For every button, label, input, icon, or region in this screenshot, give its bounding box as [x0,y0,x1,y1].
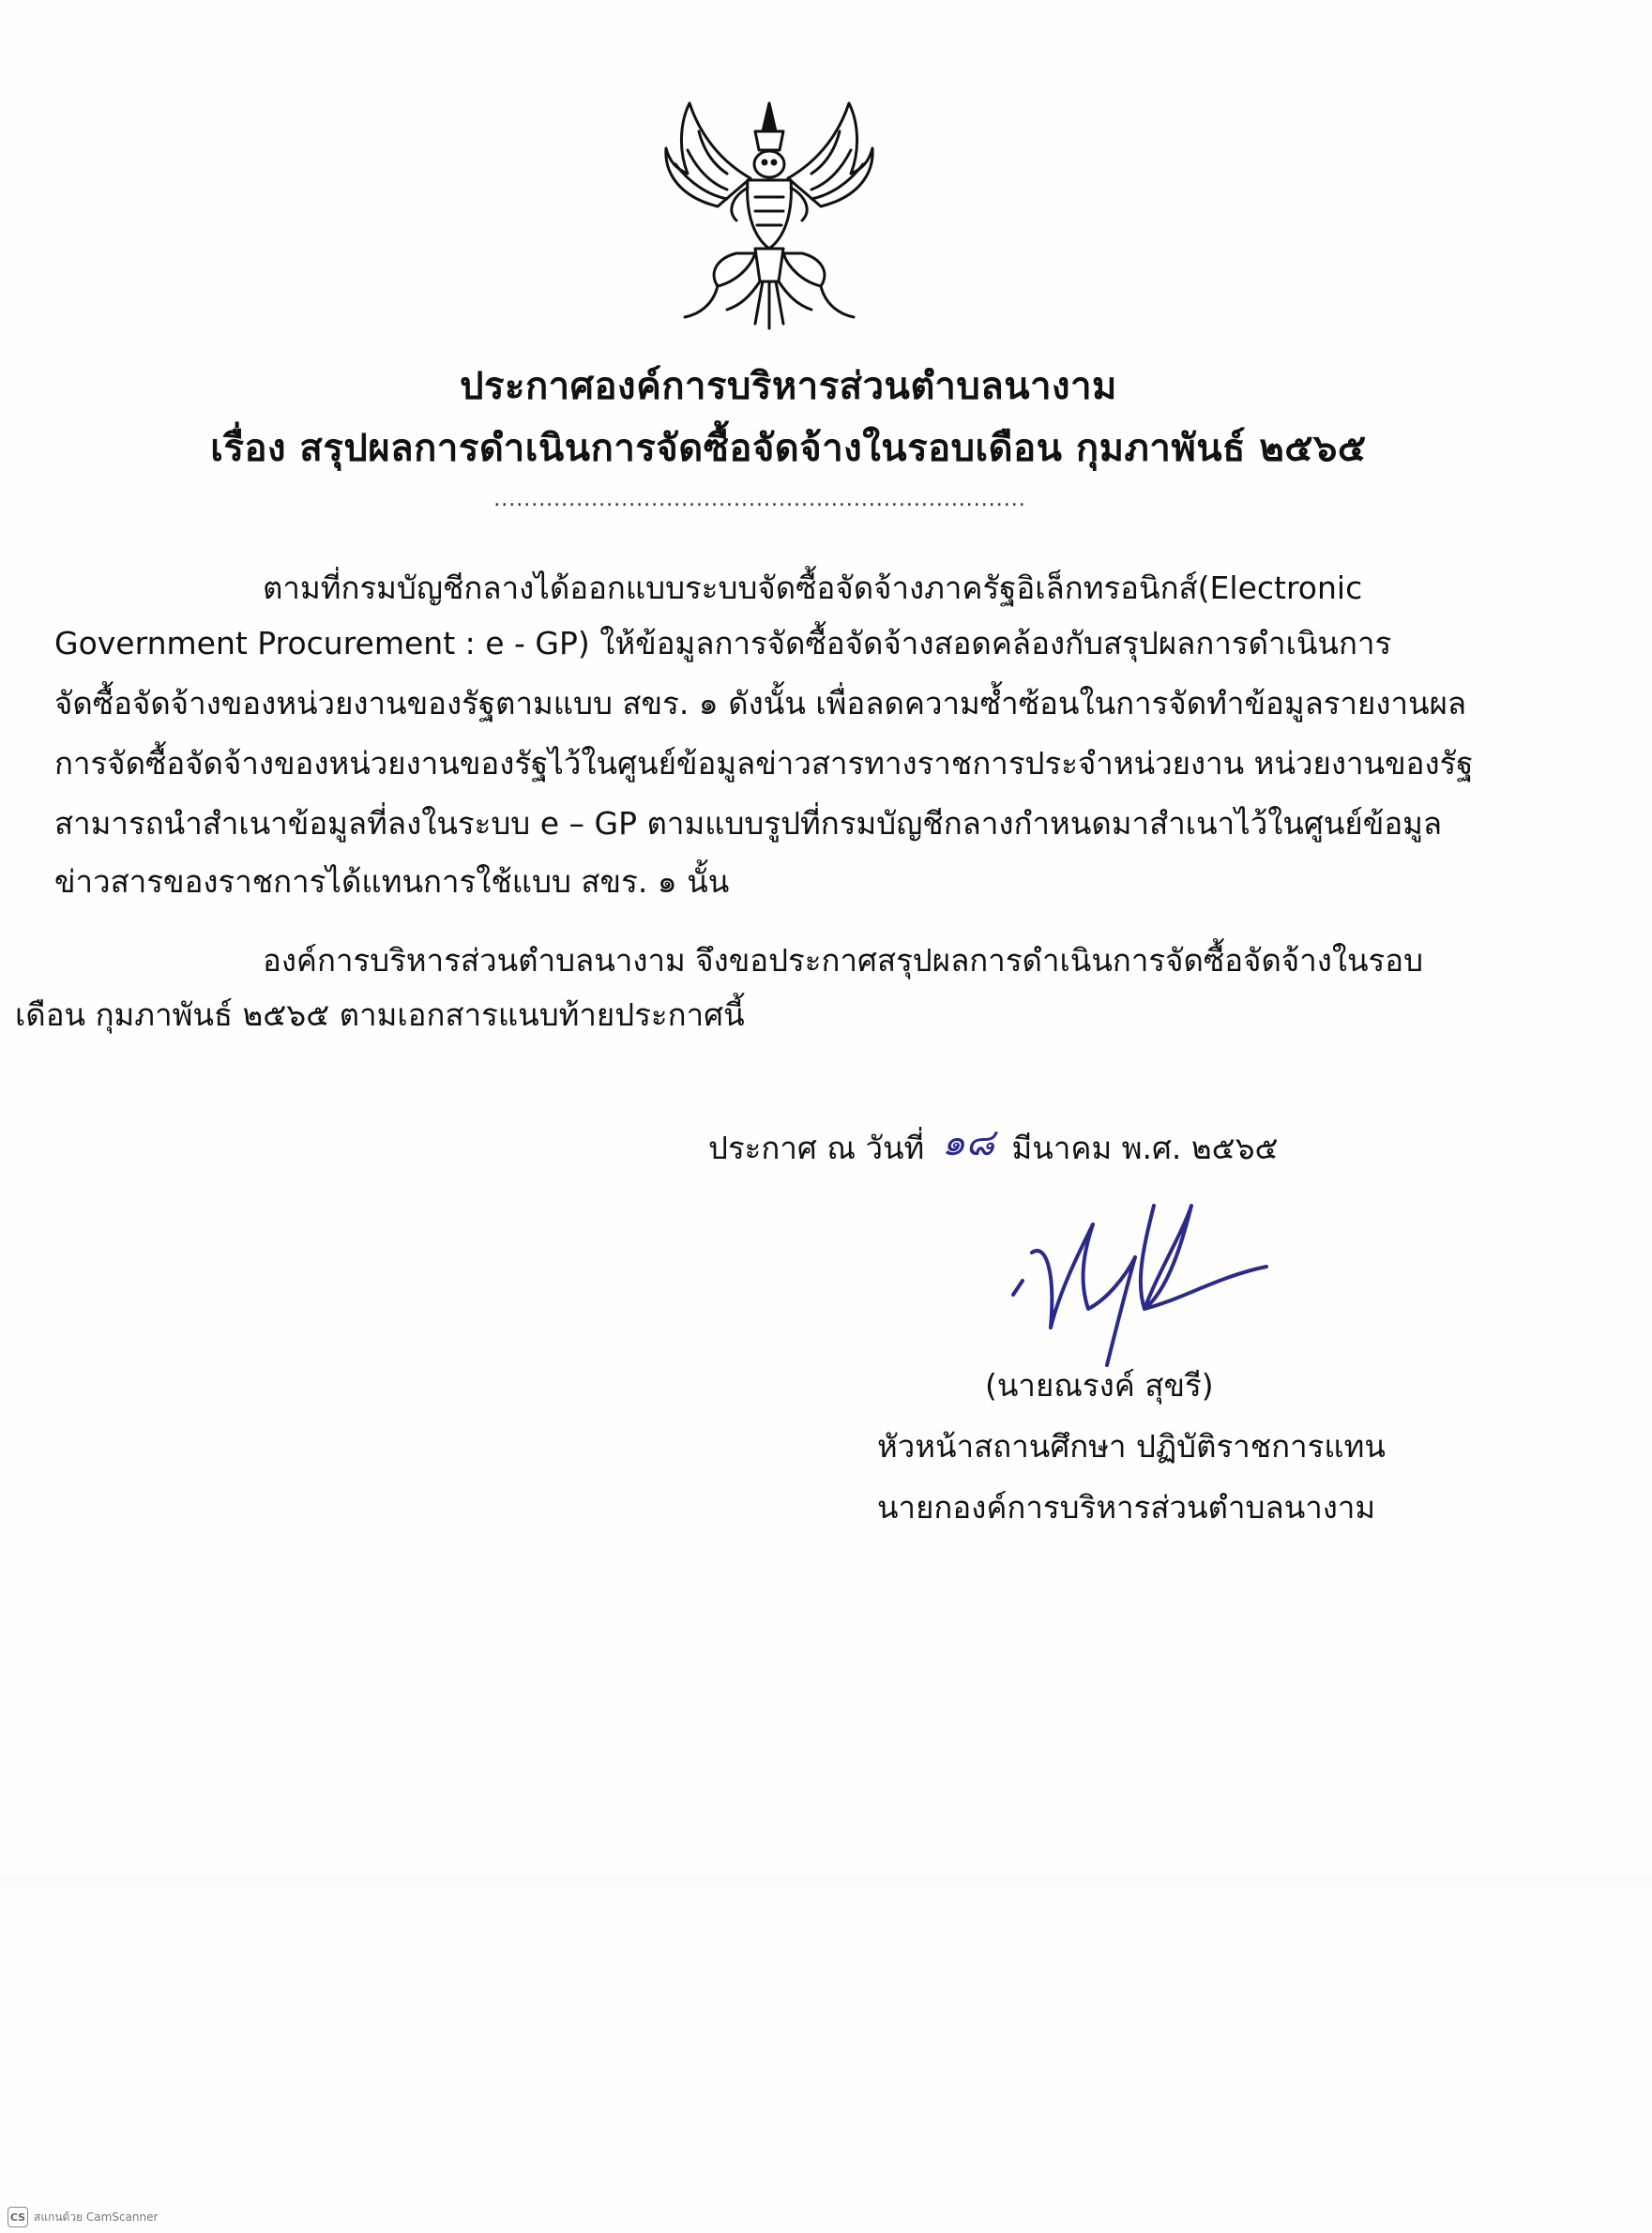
date-prefix: ประกาศ ณ วันที่ [708,1130,925,1166]
paragraph-line: เดือน กุมภาพันธ์ ๒๕๖๕ ตามเอกสารแนบท้ายประกาศนี้ [15,996,745,1033]
garuda-emblem-icon [661,94,877,338]
scan-artifact [0,1872,1652,1892]
paragraph-line: จัดซื้อจัดจ้างของหน่วยงานของรัฐตามแบบ สขร. ๑ ดังนั้น เพื่อลดความซ้ำซ้อนในการจัดทำข้อมูลรายงานผล [54,685,1467,722]
paragraph-line: Government Procurement : e - GP) ให้ข้อมูลการจัดซื้อจัดจ้างสอดคล้องกับสรุปผลการดำเนินการ [54,625,1392,661]
paragraph-line: การจัดซื้อจัดจ้างของหน่วยงานของรัฐไว้ในศูนย์ข้อมูลข่าวสารทางราชการประจำหน่วยงาน หน่วยงานของรัฐ [54,745,1474,782]
handwritten-signature [1004,1187,1285,1375]
paragraph-line: องค์การบริหารส่วนตำบลนางาม จึงขอประกาศสรุปผลการดำเนินการจัดซื้อจัดจ้างในรอบ [263,942,1424,979]
date-suffix: มีนาคม พ.ศ. ๒๕๖๕ [1011,1130,1279,1166]
paragraph-line: ข่าวสารของราชการได้แทนการใช้แบบ สขร. ๑ นั้น [54,863,730,900]
title-separator: ....................................................................... [493,488,1026,511]
paragraph-line: สามารถนำสำเนาข้อมูลที่ลงในระบบ e – GP ตามแบบรูปที่กรมบัญชีกลางกำหนดมาสำเนาไว้ในศูนย์ข้อมูล [54,805,1443,842]
camscanner-logo-icon: CS [8,2207,28,2227]
scanner-watermark [8,2207,158,2227]
scanner-text: สแกนด้วย CamScanner [34,2210,159,2224]
announcement-date [708,1121,1279,1169]
document-subject: เรื่อง สรุปผลการดำเนินการจัดซื้อจัดจ้างในรอบเดือน กุมภาพันธ์ ๒๕๖๕ [210,427,1367,470]
signer-position: หัวหน้าสถานศึกษา ปฏิบัติราชการแทน [877,1428,1386,1465]
document-title: ประกาศองค์การบริหารส่วนตำบลนางาม [460,365,1117,408]
paragraph-line: ตามที่กรมบัญชีกลางได้ออกแบบระบบจัดซื้อจัดจ้างภาครัฐอิเล็กทรอนิกส์(Electronic [263,570,1363,606]
signer-organization: นายกองค์การบริหารส่วนตำบลนางาม [877,1489,1376,1526]
signer-name: (นายณรงค์ สุขรี) [985,1367,1214,1404]
handwritten-day: ๑๘ [941,1121,995,1164]
